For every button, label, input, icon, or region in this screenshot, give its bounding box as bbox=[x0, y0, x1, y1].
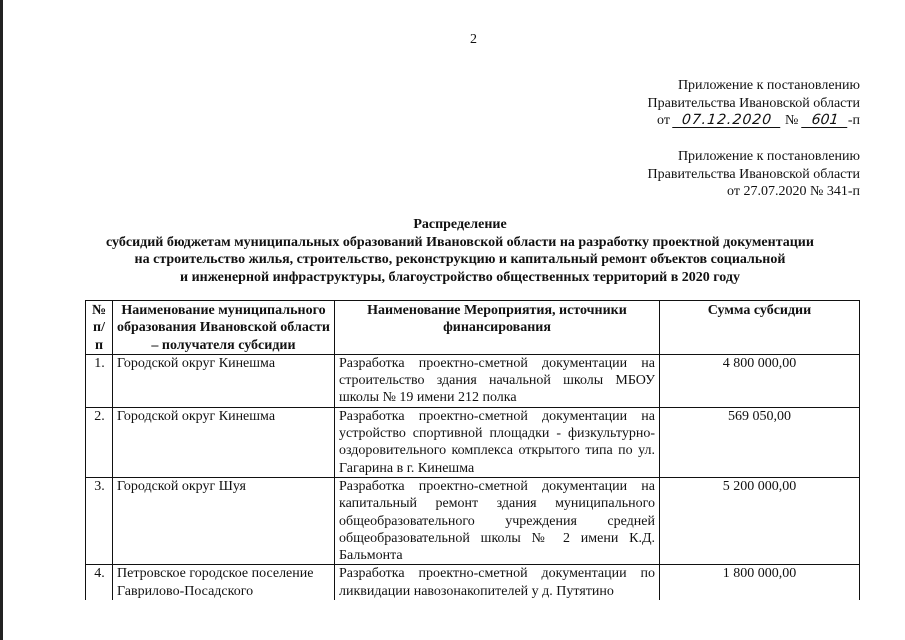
title-line1: Распределение bbox=[413, 217, 507, 232]
table-row bbox=[86, 407, 860, 477]
row-num: 3. bbox=[86, 477, 113, 564]
appendix-new-suffix: -п bbox=[847, 113, 860, 128]
header-num: № п/п bbox=[86, 301, 113, 355]
table-row bbox=[86, 565, 860, 600]
row-municipality: Петровское городское поселение Гаврилово-Посадского bbox=[113, 565, 335, 600]
header-municipality: Наименование муниципального образования Ивановской области – получателя субсидии bbox=[113, 301, 335, 355]
appendix-new-line3 bbox=[648, 112, 860, 130]
title-line2: субсидий бюджетам муниципальных образований Ивановской области на разработку проектной документации bbox=[106, 234, 814, 250]
handwritten-number: 601 bbox=[801, 113, 849, 128]
row-municipality: Городской округ Шуя bbox=[113, 477, 335, 564]
row-event: Разработка проектно-сметной документации на капитальный ремонт здания муниципального общеобразовательного учреждения средней общеобразовательной школы № 2 имени К.Д. Бальмонта bbox=[335, 477, 660, 564]
appendix-header-old bbox=[648, 148, 860, 201]
title-line3: на строительство жилья, строительство, реконструкцию и капитальный ремонт объектов социальной bbox=[134, 252, 786, 267]
table-row bbox=[86, 354, 860, 407]
row-municipality: Городской округ Кинешма bbox=[113, 407, 335, 477]
subsidy-table bbox=[85, 300, 860, 600]
row-amount: 1 800 000,00 bbox=[660, 565, 860, 600]
row-event: Разработка проектно-сметной документации на строительство здания начальной школы МБОУ школы № 19 имени 212 полка bbox=[335, 354, 660, 407]
handwritten-date: 07.12.2020 bbox=[673, 113, 783, 128]
table-row bbox=[86, 477, 860, 564]
title-line4: и инженерной инфраструктуры, благоустройство общественных территорий в 2020 году bbox=[180, 269, 740, 285]
row-num: 1. bbox=[86, 354, 113, 407]
appendix-old-line2: Правительства Ивановской области bbox=[647, 166, 860, 182]
header-amount: Сумма субсидии bbox=[660, 301, 860, 355]
header-event: Наименование Мероприятия, источники финансирования bbox=[335, 301, 660, 355]
row-amount: 569 050,00 bbox=[660, 407, 860, 477]
table-header-row bbox=[86, 301, 860, 355]
appendix-new-number-label: № bbox=[784, 113, 799, 128]
row-municipality: Городской округ Кинешма bbox=[113, 354, 335, 407]
appendix-new-line2: Правительства Ивановской области bbox=[647, 95, 860, 111]
row-num: 4. bbox=[86, 565, 113, 600]
appendix-old-line3: от 27.07.2020 № 341-п bbox=[727, 184, 860, 199]
appendix-new-line1: Приложение к постановлению bbox=[677, 78, 860, 93]
row-amount: 4 800 000,00 bbox=[660, 354, 860, 407]
appendix-old-line1: Приложение к постановлению bbox=[677, 149, 860, 164]
page-number: 2 bbox=[470, 32, 477, 47]
row-amount: 5 200 000,00 bbox=[660, 477, 860, 564]
row-num: 2. bbox=[86, 407, 113, 477]
row-event: Разработка проектно-сметной документации на устройство спортивной площадки - физкультурно-оздоровительного комплекса открытого типа по ул. Гагарина в г. Кинешма bbox=[335, 407, 660, 477]
appendix-header-new bbox=[648, 77, 860, 130]
scan-edge-shadow bbox=[0, 0, 3, 640]
row-event: Разработка проектно-сметной документации по ликвидации навозонакопителей у д. Путятино bbox=[335, 565, 660, 600]
document-title bbox=[60, 216, 860, 286]
appendix-new-prefix: от bbox=[657, 113, 670, 128]
